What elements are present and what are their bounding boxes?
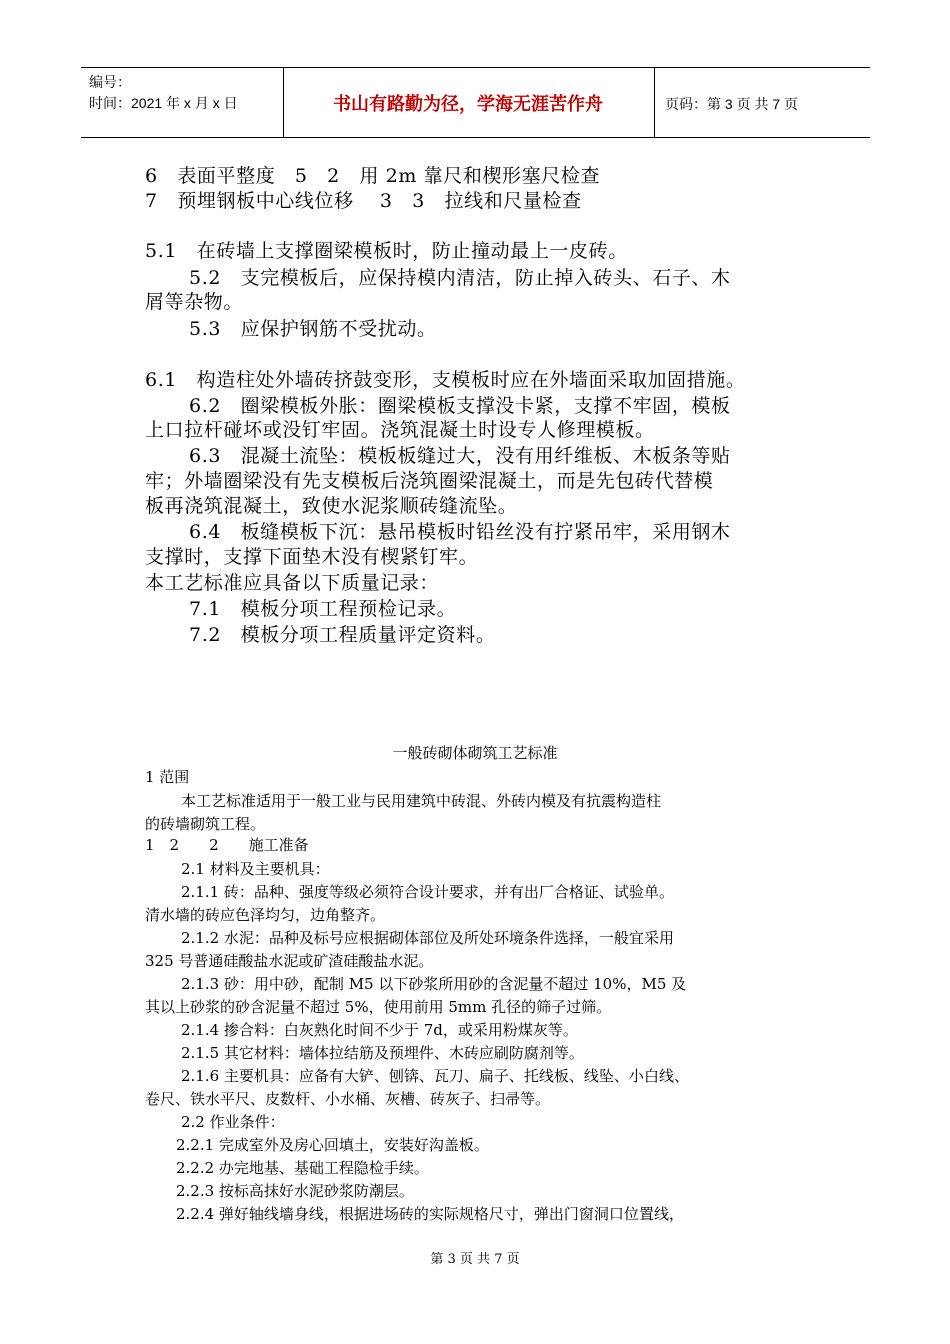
paragraph-line: 1 2 2 施工准备 — [145, 836, 309, 854]
paragraph-line: 2.1.4 掺合料：白灰熟化时间不少于 7d，或采用粉煤灰等。 — [181, 1021, 578, 1039]
header-meta — [89, 72, 238, 114]
paragraph-line: 2.2.2 办完地基、基础工程隐检手续。 — [176, 1159, 429, 1177]
paragraph-line: 2.1.6 主要机具：应备有大铲、刨锛、瓦刀、扁子、托线板、线坠、小白线、 — [181, 1067, 689, 1085]
paragraph-line: 清水墙的砖应色泽均匀，边角整齐。 — [145, 906, 386, 924]
paragraph-line: 本工艺标准适用于一般工业与民用建筑中砖混、外砖内模及有抗震构造柱 — [181, 792, 662, 810]
paragraph-line: 6.4 板缝模板下沉：悬吊模板时铅丝没有拧紧吊牢，采用钢木 — [189, 521, 731, 543]
paragraph-line: 6.3 混凝土流坠：模板板缝过大，没有用纤维板、木板条等贴 — [189, 445, 731, 467]
document-number-label: 编号： — [89, 74, 131, 90]
paragraph-line: 2.1.1 砖：品种、强度等级必须符合设计要求，并有出厂合格证、试验单。 — [181, 883, 674, 901]
table-row-text: 7 预埋钢板中心线位移 3 3 拉线和尺量检查 — [145, 190, 582, 212]
paragraph-line: 板再浇筑混凝土，致使水泥浆顺砖缝流坠。 — [145, 495, 518, 517]
paragraph-line: 2.1 材料及主要机具： — [181, 860, 330, 878]
paragraph-line: 5.1 在砖墙上支撑圈梁模板时，防止撞动最上一皮砖。 — [145, 240, 628, 262]
paragraph-line: 1 范围 — [145, 768, 190, 786]
section-title: 一般砖砌体砌筑工艺标准 — [392, 744, 558, 762]
paragraph-line: 2.1.2 水泥：品种及标号应根据砌体部位及所处环境条件选择，一般宜采用 — [181, 929, 674, 947]
paragraph-line: 7.1 模板分项工程预检记录。 — [189, 598, 457, 620]
paragraph-line: 5.3 应保护钢筋不受扰动。 — [189, 318, 437, 340]
paragraph-line: 2.2 作业条件： — [181, 1113, 285, 1131]
paragraph-line: 2.2.4 弹好轴线墙身线，根据进场砖的实际规格尺寸，弹出门窗洞口位置线， — [176, 1205, 684, 1223]
page-header — [81, 67, 870, 138]
paragraph-line: 2.2.1 完成室外及房心回填土，安装好沟盖板。 — [176, 1136, 489, 1154]
paragraph-line: 2.1.3 砂：用中砂，配制 M5 以下砂浆所用砂的含泥量不超过 10%，M5 及 — [181, 975, 687, 993]
paragraph-line: 2.1.5 其它材料：墙体拉结筋及预埋件、木砖应刷防腐剂等。 — [181, 1044, 584, 1062]
paragraph-line: 屑等杂物。 — [145, 291, 244, 313]
paragraph-line: 6.2 圈梁模板外胀：圈梁模板支撑没卡紧，支撑不牢固，模板 — [189, 395, 731, 417]
paragraph-line: 支撑时，支撑下面垫木没有楔紧钉牢。 — [145, 546, 479, 568]
paragraph-line: 7.2 模板分项工程质量评定资料。 — [189, 624, 496, 646]
paragraph-line: 卷尺、铁水平尺、皮数杆、小水桶、灰槽、砖灰子、扫帚等。 — [145, 1090, 551, 1108]
paragraph-line: 2.2.3 按标高抹好水泥砂浆防潮层。 — [176, 1182, 414, 1200]
paragraph-line: 其以上砂浆的砂含泥量不超过 5%，使用前用 5mm 孔径的筛子过筛。 — [145, 998, 612, 1016]
paragraph-line: 的砖墙砌筑工程。 — [145, 815, 266, 833]
paragraph-line: 5.2 支完模板后，应保持模内清洁，防止掉入砖头、石子、木 — [189, 267, 731, 289]
paragraph-line: 325 号普通硅酸盐水泥或矿渣硅酸盐水泥。 — [145, 952, 434, 970]
paragraph-line: 上口拉杆碰坏或没钉牢固。浇筑混凝土时设专人修理模板。 — [145, 419, 655, 441]
header-divider — [654, 68, 655, 137]
header-page-number: 页码：第 3 页 共 7 页 — [665, 96, 799, 112]
paragraph-line: 本工艺标准应具备以下质量记录： — [145, 572, 440, 594]
table-row-text: 6 表面平整度 5 2 用 2m 靠尺和楔形塞尺检查 — [145, 165, 601, 187]
page-footer: 第 3 页 共 7 页 — [430, 1252, 520, 1267]
document-date: 时间：2021 年 x 月 x 日 — [89, 95, 238, 111]
header-motto: 书山有路勤为径，学海无涯苦作舟 — [333, 94, 603, 115]
paragraph-line: 6.1 构造柱处外墙砖挤鼓变形，支模板时应在外墙面采取加固措施。 — [145, 369, 746, 391]
paragraph-line: 牢；外墙圈梁没有先支模板后浇筑圈梁混凝土，而是先包砖代替模 — [145, 470, 714, 492]
